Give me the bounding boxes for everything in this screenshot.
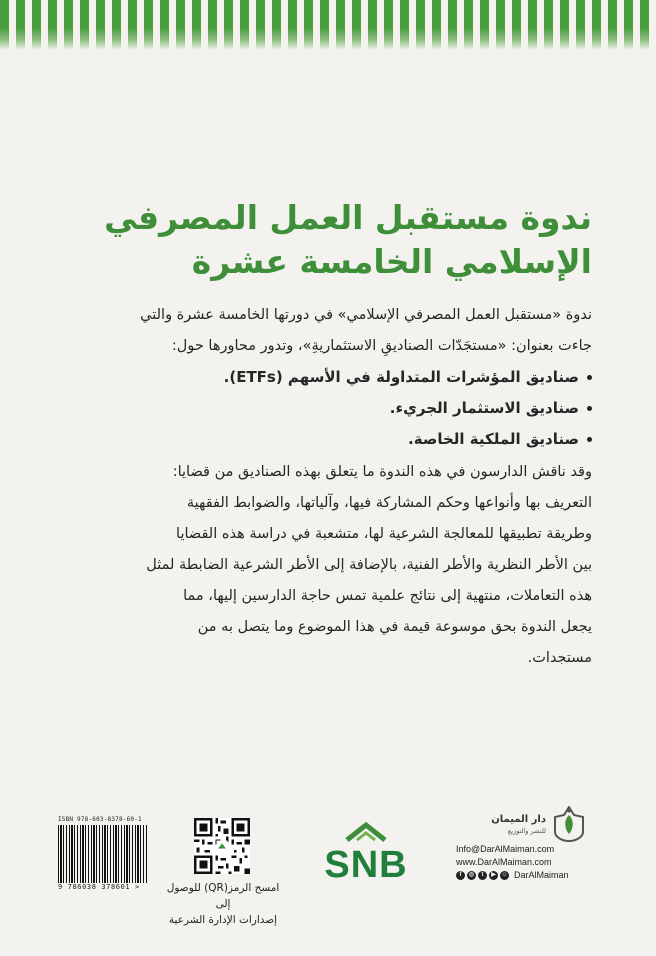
social-links xyxy=(456,870,569,880)
topic-item: صناديق الاستثمار الجريء. xyxy=(58,393,592,424)
book-title xyxy=(60,196,592,284)
bullet-icon xyxy=(587,375,592,380)
topic-item: صناديق المؤشرات المتداولة في الأسهم (ETFs). xyxy=(58,362,592,393)
snb-logo xyxy=(306,822,426,886)
snb-chevron-icon xyxy=(345,822,387,842)
summary-line: هذه التعاملات، منتهية إلى نتائج علمية تمس حاجة الدارسين إليها، مما xyxy=(183,588,592,604)
publisher-name: دار الميمان xyxy=(491,814,546,825)
back-cover-blurb xyxy=(58,300,592,674)
topic-item: صناديق الملكية الخاصة. xyxy=(58,424,592,455)
social-handle[interactable]: DarAlMaiman xyxy=(514,870,569,880)
summary-line: وقد ناقش الدارسون في هذه الندوة ما يتعلق بهذه الصناديق من قضايا: xyxy=(172,464,592,480)
qr-caption-line1: امسح الرمز(QR) للوصول إلى xyxy=(166,882,280,910)
summary-line: يجعل الندوة بحق موسوعة قيمة في هذا الموضوع وما يتصل به من xyxy=(197,619,592,635)
snapchat-icon[interactable]: ☺ xyxy=(501,871,508,878)
summary-paragraph xyxy=(58,457,592,674)
summary-line: التعريف بها وأنواعها وحكم المشاركة فيها، وآلياتها، والضوابط الفقهية xyxy=(186,495,592,511)
intro-line-1: ندوة «مستقبل العمل المصرفي الإسلامي» في دورتها الخامسة عشرة والتي xyxy=(140,307,592,323)
intro-line-2: جاءت بعنوان: «مستجَدّات الصناديقِ الاستثماريةِ»، وتدور محاورها حول: xyxy=(171,338,592,354)
bullet-icon xyxy=(587,437,592,442)
bullet-icon xyxy=(587,406,592,411)
decorative-top-stripes xyxy=(0,0,656,50)
topics-list xyxy=(58,362,592,455)
snb-logo-text: SNB xyxy=(324,844,408,886)
twitter-icon[interactable]: t xyxy=(478,871,487,880)
publisher-subtitle: للنشر والتوزيع xyxy=(507,827,546,835)
isbn-label: ISBN 978-603-8378-60-1 xyxy=(58,816,142,823)
publisher-email-link[interactable]: Info@DarAlMaiman.com xyxy=(456,844,555,854)
publisher-block xyxy=(456,806,610,886)
publisher-website-link[interactable]: www.DarAlMaiman.com xyxy=(456,857,552,867)
qr-caption xyxy=(158,880,288,928)
instagram-icon[interactable]: ◎ xyxy=(468,871,475,878)
facebook-icon[interactable]: f xyxy=(456,871,465,880)
youtube-icon[interactable]: ▶ xyxy=(489,871,498,880)
publisher-logo-icon xyxy=(550,806,588,842)
isbn-barcode xyxy=(58,816,148,892)
summary-line: مستجدات. xyxy=(527,650,592,666)
summary-line: بين الأطر النظرية والأطر الفنية، بالإضافة إلى الأطر الشرعية الضابطة لمثل xyxy=(146,557,592,573)
qr-code-icon[interactable] xyxy=(194,818,250,874)
barcode-icon xyxy=(58,825,148,883)
book-title-line1: ندوة مستقبل العمل المصرفي xyxy=(104,198,592,237)
summary-line: وطريقة تطبيقها للمعالجة الشرعية لها، متشعبة في دراسة هذه القضايا xyxy=(176,526,592,542)
qr-caption-line2: إصدارات الإدارة الشرعية xyxy=(168,914,278,926)
barcode-number: 9 786038 378601 > xyxy=(58,883,140,891)
book-title-line2: الإسلامي الخامسة عشرة xyxy=(191,242,592,281)
